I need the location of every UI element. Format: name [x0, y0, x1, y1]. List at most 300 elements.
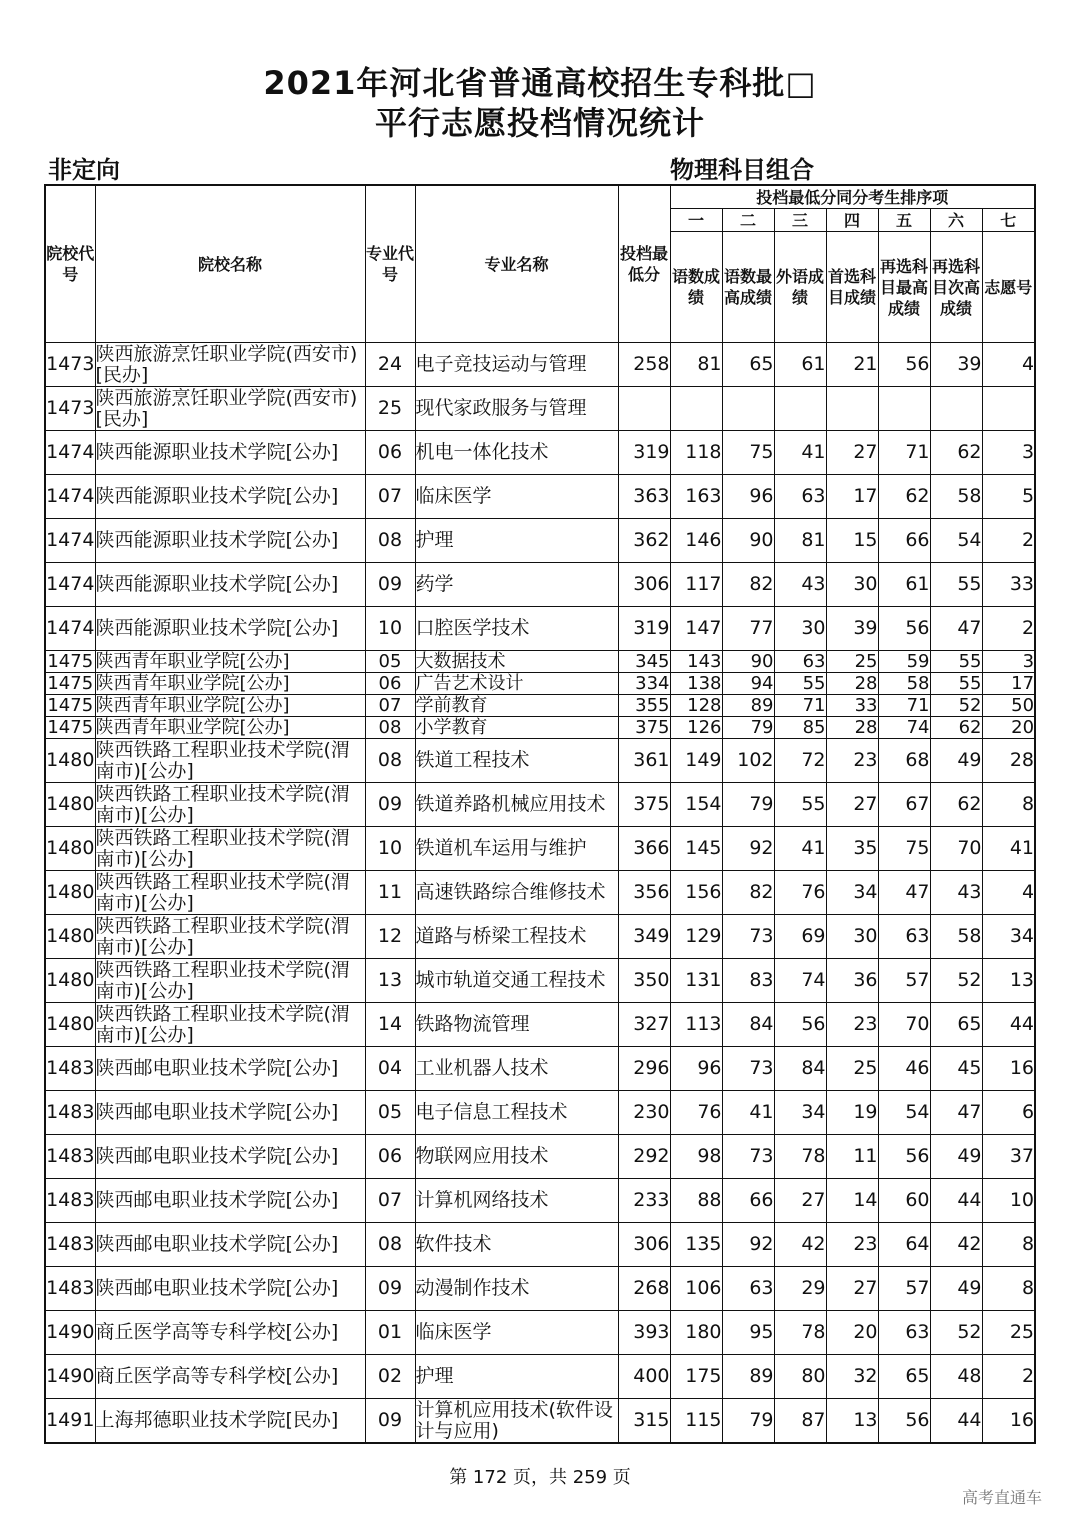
cell-foreign-language-score: 55 [774, 783, 826, 827]
cell-chinese-math-score: 129 [670, 915, 722, 959]
cell-school-name: 陕西能源职业技术学院[公办] [95, 563, 365, 607]
cell-reselect-second-score: 47 [930, 607, 982, 651]
cell-school-name: 陕西能源职业技术学院[公办] [95, 475, 365, 519]
cell-major-code: 07 [365, 695, 415, 717]
cell-chinese-math-max: 90 [722, 651, 774, 673]
cell-reselect-max-score: 74 [878, 717, 930, 739]
cell-chinese-math-score [670, 387, 722, 431]
cell-application-number: 37 [982, 1135, 1035, 1179]
cell-application-number: 8 [982, 1223, 1035, 1267]
cell-school-code: 1480 [45, 959, 95, 1003]
cell-major-name: 学前教育 [415, 695, 618, 717]
cell-reselect-second-score: 43 [930, 871, 982, 915]
cell-min-score: 375 [618, 783, 670, 827]
cell-reselect-second-score: 65 [930, 1003, 982, 1047]
cell-chinese-math-max: 79 [722, 717, 774, 739]
cell-min-score: 315 [618, 1399, 670, 1444]
header-rank-item: 再选科目最高成绩 [878, 232, 930, 343]
cell-school-name: 陕西铁路工程职业技术学院(渭南市)[公办] [95, 739, 365, 783]
cell-foreign-language-score [774, 387, 826, 431]
cell-foreign-language-score: 43 [774, 563, 826, 607]
cell-major-name: 广告艺术设计 [415, 673, 618, 695]
table-row [45, 563, 1035, 607]
cell-chinese-math-max: 75 [722, 431, 774, 475]
cell-school-name: 陕西旅游烹饪职业学院(西安市)[民办] [95, 387, 365, 431]
cell-foreign-language-score: 74 [774, 959, 826, 1003]
cell-reselect-second-score: 55 [930, 673, 982, 695]
cell-reselect-second-score: 55 [930, 651, 982, 673]
cell-min-score: 393 [618, 1311, 670, 1355]
table-row [45, 1047, 1035, 1091]
cell-min-score: 296 [618, 1047, 670, 1091]
cell-min-score: 334 [618, 673, 670, 695]
cell-school-name: 商丘医学高等专科学校[公办] [95, 1355, 365, 1399]
cell-application-number: 8 [982, 783, 1035, 827]
cell-reselect-max-score: 56 [878, 607, 930, 651]
cell-major-name: 口腔医学技术 [415, 607, 618, 651]
cell-chinese-math-score: 128 [670, 695, 722, 717]
cell-reselect-second-score: 62 [930, 783, 982, 827]
cell-reselect-max-score [878, 387, 930, 431]
cell-reselect-max-score: 58 [878, 673, 930, 695]
cell-first-subject-score: 17 [826, 475, 878, 519]
cell-school-name: 陕西能源职业技术学院[公办] [95, 607, 365, 651]
cell-chinese-math-max: 83 [722, 959, 774, 1003]
cell-reselect-max-score: 71 [878, 695, 930, 717]
table-row [45, 673, 1035, 695]
header-min-score: 投档最低分 [618, 185, 670, 343]
cell-school-name: 陕西能源职业技术学院[公办] [95, 431, 365, 475]
cell-chinese-math-score: 138 [670, 673, 722, 695]
cell-min-score: 400 [618, 1355, 670, 1399]
cell-school-name: 陕西铁路工程职业技术学院(渭南市)[公办] [95, 871, 365, 915]
cell-first-subject-score: 23 [826, 1003, 878, 1047]
cell-school-code: 1483 [45, 1223, 95, 1267]
cell-major-name: 工业机器人技术 [415, 1047, 618, 1091]
cell-major-name: 计算机应用技术(软件设计与应用) [415, 1399, 618, 1444]
cell-min-score [618, 387, 670, 431]
table-row [45, 1003, 1035, 1047]
cell-min-score: 319 [618, 431, 670, 475]
table-row [45, 717, 1035, 739]
cell-min-score: 327 [618, 1003, 670, 1047]
table-row [45, 475, 1035, 519]
cell-major-code: 06 [365, 673, 415, 695]
cell-chinese-math-max: 89 [722, 695, 774, 717]
cell-min-score: 258 [618, 343, 670, 387]
cell-application-number [982, 387, 1035, 431]
cell-first-subject-score: 28 [826, 673, 878, 695]
cell-foreign-language-score: 42 [774, 1223, 826, 1267]
cell-foreign-language-score: 78 [774, 1311, 826, 1355]
table-row [45, 607, 1035, 651]
cell-school-code: 1483 [45, 1135, 95, 1179]
cell-major-name: 物联网应用技术 [415, 1135, 618, 1179]
cell-school-code: 1480 [45, 871, 95, 915]
cell-first-subject-score: 27 [826, 431, 878, 475]
header-tie-break-group: 投档最低分同分考生排序项 [670, 185, 1035, 209]
table-row [45, 783, 1035, 827]
cell-min-score: 230 [618, 1091, 670, 1135]
cell-first-subject-score: 30 [826, 563, 878, 607]
cell-first-subject-score: 39 [826, 607, 878, 651]
cell-major-code: 08 [365, 739, 415, 783]
cell-foreign-language-score: 30 [774, 607, 826, 651]
cell-school-code: 1474 [45, 431, 95, 475]
cell-school-name: 陕西铁路工程职业技术学院(渭南市)[公办] [95, 1003, 365, 1047]
cell-foreign-language-score: 34 [774, 1091, 826, 1135]
cell-major-code: 11 [365, 871, 415, 915]
cell-major-code: 24 [365, 343, 415, 387]
cell-reselect-second-score: 54 [930, 519, 982, 563]
cell-min-score: 361 [618, 739, 670, 783]
cell-reselect-max-score: 57 [878, 959, 930, 1003]
header-major-name: 专业名称 [415, 185, 618, 343]
cell-min-score: 306 [618, 1223, 670, 1267]
cell-major-code: 05 [365, 1091, 415, 1135]
cell-major-code: 10 [365, 607, 415, 651]
cell-chinese-math-max: 66 [722, 1179, 774, 1223]
cell-first-subject-score: 25 [826, 651, 878, 673]
cell-reselect-second-score: 52 [930, 695, 982, 717]
cell-major-name: 计算机网络技术 [415, 1179, 618, 1223]
cell-foreign-language-score: 61 [774, 343, 826, 387]
cell-min-score: 349 [618, 915, 670, 959]
cell-school-name: 上海邦德职业技术学院[民办] [95, 1399, 365, 1444]
cell-reselect-max-score: 65 [878, 1355, 930, 1399]
cell-reselect-second-score: 58 [930, 475, 982, 519]
cell-chinese-math-score: 106 [670, 1267, 722, 1311]
cell-major-name: 小学教育 [415, 717, 618, 739]
admission-table [44, 184, 1036, 1444]
cell-major-name: 电子信息工程技术 [415, 1091, 618, 1135]
cell-major-name: 铁道机车运用与维护 [415, 827, 618, 871]
cell-school-code: 1475 [45, 651, 95, 673]
cell-school-code: 1480 [45, 827, 95, 871]
cell-chinese-math-max: 94 [722, 673, 774, 695]
cell-school-code: 1475 [45, 673, 95, 695]
cell-chinese-math-max: 41 [722, 1091, 774, 1135]
cell-reselect-max-score: 66 [878, 519, 930, 563]
cell-first-subject-score: 28 [826, 717, 878, 739]
table-row [45, 651, 1035, 673]
cell-reselect-max-score: 46 [878, 1047, 930, 1091]
cell-major-code: 05 [365, 651, 415, 673]
cell-application-number: 8 [982, 1267, 1035, 1311]
cell-chinese-math-max: 73 [722, 1047, 774, 1091]
table-row [45, 695, 1035, 717]
cell-school-code: 1475 [45, 695, 95, 717]
cell-school-name: 陕西邮电职业技术学院[公办] [95, 1223, 365, 1267]
cell-school-code: 1473 [45, 343, 95, 387]
cell-reselect-max-score: 63 [878, 1311, 930, 1355]
cell-school-code: 1474 [45, 519, 95, 563]
cell-reselect-max-score: 59 [878, 651, 930, 673]
cell-major-code: 09 [365, 563, 415, 607]
cell-school-code: 1474 [45, 563, 95, 607]
cell-school-code: 1474 [45, 475, 95, 519]
cell-reselect-second-score: 49 [930, 1267, 982, 1311]
cell-major-name: 药学 [415, 563, 618, 607]
cell-foreign-language-score: 56 [774, 1003, 826, 1047]
cell-chinese-math-max: 89 [722, 1355, 774, 1399]
table-row [45, 959, 1035, 1003]
cell-first-subject-score [826, 387, 878, 431]
cell-major-code: 04 [365, 1047, 415, 1091]
cell-major-name: 护理 [415, 1355, 618, 1399]
header-rank-number: 四 [826, 209, 878, 232]
header-rank-number: 二 [722, 209, 774, 232]
cell-min-score: 319 [618, 607, 670, 651]
cell-min-score: 362 [618, 519, 670, 563]
cell-reselect-max-score: 54 [878, 1091, 930, 1135]
cell-school-code: 1490 [45, 1311, 95, 1355]
cell-school-code: 1490 [45, 1355, 95, 1399]
cell-major-code: 02 [365, 1355, 415, 1399]
cell-application-number: 17 [982, 673, 1035, 695]
cell-major-name: 护理 [415, 519, 618, 563]
cell-first-subject-score: 19 [826, 1091, 878, 1135]
cell-chinese-math-score: 135 [670, 1223, 722, 1267]
table-row [45, 1399, 1035, 1444]
cell-school-code: 1483 [45, 1179, 95, 1223]
cell-chinese-math-max: 92 [722, 1223, 774, 1267]
table-row [45, 915, 1035, 959]
cell-school-name: 陕西青年职业学院[公办] [95, 695, 365, 717]
cell-foreign-language-score: 76 [774, 871, 826, 915]
cell-application-number: 6 [982, 1091, 1035, 1135]
cell-first-subject-score: 13 [826, 1399, 878, 1444]
cell-first-subject-score: 15 [826, 519, 878, 563]
table-row [45, 387, 1035, 431]
cell-application-number: 13 [982, 959, 1035, 1003]
cell-major-code: 14 [365, 1003, 415, 1047]
cell-first-subject-score: 21 [826, 343, 878, 387]
cell-reselect-second-score: 49 [930, 1135, 982, 1179]
cell-major-code: 13 [365, 959, 415, 1003]
cell-major-code: 06 [365, 1135, 415, 1179]
cell-major-code: 08 [365, 519, 415, 563]
cell-chinese-math-max: 95 [722, 1311, 774, 1355]
cell-major-name: 动漫制作技术 [415, 1267, 618, 1311]
cell-foreign-language-score: 63 [774, 651, 826, 673]
cell-major-code: 09 [365, 1267, 415, 1311]
cell-foreign-language-score: 27 [774, 1179, 826, 1223]
header-major-code: 专业代号 [365, 185, 415, 343]
cell-application-number: 20 [982, 717, 1035, 739]
cell-chinese-math-score: 76 [670, 1091, 722, 1135]
cell-reselect-second-score: 70 [930, 827, 982, 871]
cell-application-number: 4 [982, 871, 1035, 915]
header-rank-item: 语数成绩 [670, 232, 722, 343]
cell-application-number: 4 [982, 343, 1035, 387]
cell-reselect-second-score: 44 [930, 1399, 982, 1444]
cell-chinese-math-max: 92 [722, 827, 774, 871]
table-row [45, 871, 1035, 915]
cell-reselect-max-score: 71 [878, 431, 930, 475]
cell-application-number: 41 [982, 827, 1035, 871]
watermark: 高考直通车 [962, 1488, 1043, 1507]
cell-first-subject-score: 25 [826, 1047, 878, 1091]
cell-min-score: 363 [618, 475, 670, 519]
cell-reselect-max-score: 75 [878, 827, 930, 871]
page-footer: 第 172 页，共 259 页 [449, 1467, 631, 1488]
table-row [45, 1311, 1035, 1355]
cell-reselect-second-score: 47 [930, 1091, 982, 1135]
cell-foreign-language-score: 29 [774, 1267, 826, 1311]
cell-chinese-math-score: 154 [670, 783, 722, 827]
cell-chinese-math-max: 102 [722, 739, 774, 783]
cell-min-score: 355 [618, 695, 670, 717]
cell-first-subject-score: 36 [826, 959, 878, 1003]
cell-foreign-language-score: 72 [774, 739, 826, 783]
cell-first-subject-score: 23 [826, 1223, 878, 1267]
cell-chinese-math-score: 96 [670, 1047, 722, 1091]
cell-school-name: 陕西铁路工程职业技术学院(渭南市)[公办] [95, 959, 365, 1003]
header-rank-number: 六 [930, 209, 982, 232]
cell-reselect-max-score: 56 [878, 1135, 930, 1179]
cell-major-code: 09 [365, 1399, 415, 1444]
cell-chinese-math-score: 145 [670, 827, 722, 871]
cell-chinese-math-score: 117 [670, 563, 722, 607]
cell-chinese-math-score: 115 [670, 1399, 722, 1444]
cell-school-name: 陕西邮电职业技术学院[公办] [95, 1179, 365, 1223]
cell-school-name: 陕西邮电职业技术学院[公办] [95, 1047, 365, 1091]
cell-major-code: 07 [365, 475, 415, 519]
cell-min-score: 366 [618, 827, 670, 871]
cell-chinese-math-max: 73 [722, 915, 774, 959]
cell-chinese-math-max: 84 [722, 1003, 774, 1047]
cell-chinese-math-score: 146 [670, 519, 722, 563]
table-row [45, 1135, 1035, 1179]
cell-first-subject-score: 11 [826, 1135, 878, 1179]
cell-reselect-max-score: 47 [878, 871, 930, 915]
cell-foreign-language-score: 41 [774, 827, 826, 871]
cell-chinese-math-score: 175 [670, 1355, 722, 1399]
cell-school-name: 陕西铁路工程职业技术学院(渭南市)[公办] [95, 783, 365, 827]
cell-application-number: 50 [982, 695, 1035, 717]
cell-foreign-language-score: 87 [774, 1399, 826, 1444]
cell-reselect-second-score: 62 [930, 717, 982, 739]
cell-first-subject-score: 20 [826, 1311, 878, 1355]
cell-school-code: 1480 [45, 739, 95, 783]
page-title-line-1: 2021年河北省普通高校招生专科批□ [263, 64, 817, 102]
cell-first-subject-score: 27 [826, 1267, 878, 1311]
cell-chinese-math-score: 163 [670, 475, 722, 519]
cell-major-code: 08 [365, 1223, 415, 1267]
cell-chinese-math-max [722, 387, 774, 431]
cell-reselect-second-score: 42 [930, 1223, 982, 1267]
cell-major-name: 铁道工程技术 [415, 739, 618, 783]
cell-school-name: 陕西青年职业学院[公办] [95, 651, 365, 673]
cell-chinese-math-score: 126 [670, 717, 722, 739]
cell-chinese-math-max: 79 [722, 783, 774, 827]
cell-reselect-second-score: 58 [930, 915, 982, 959]
cell-reselect-max-score: 56 [878, 343, 930, 387]
subtitle-subject-combo: 物理科目组合 [670, 156, 814, 184]
cell-reselect-max-score: 70 [878, 1003, 930, 1047]
cell-chinese-math-max: 73 [722, 1135, 774, 1179]
cell-major-name: 现代家政服务与管理 [415, 387, 618, 431]
header-rank-number: 三 [774, 209, 826, 232]
cell-application-number: 3 [982, 651, 1035, 673]
cell-foreign-language-score: 85 [774, 717, 826, 739]
table-row [45, 827, 1035, 871]
cell-school-code: 1491 [45, 1399, 95, 1444]
cell-reselect-second-score: 48 [930, 1355, 982, 1399]
cell-chinese-math-max: 79 [722, 1399, 774, 1444]
cell-major-name: 机电一体化技术 [415, 431, 618, 475]
header-rank-number: 七 [982, 209, 1035, 232]
cell-foreign-language-score: 55 [774, 673, 826, 695]
cell-major-code: 10 [365, 827, 415, 871]
table-row [45, 431, 1035, 475]
page-title-line-2: 平行志愿投档情况统计 [374, 104, 705, 142]
cell-major-code: 08 [365, 717, 415, 739]
cell-major-code: 06 [365, 431, 415, 475]
cell-first-subject-score: 27 [826, 783, 878, 827]
cell-reselect-max-score: 61 [878, 563, 930, 607]
cell-reselect-max-score: 63 [878, 915, 930, 959]
cell-reselect-max-score: 60 [878, 1179, 930, 1223]
cell-school-code: 1483 [45, 1267, 95, 1311]
cell-first-subject-score: 33 [826, 695, 878, 717]
cell-first-subject-score: 23 [826, 739, 878, 783]
cell-school-code: 1480 [45, 783, 95, 827]
cell-major-code: 12 [365, 915, 415, 959]
header-rank-item: 志愿号 [982, 232, 1035, 343]
cell-reselect-max-score: 62 [878, 475, 930, 519]
cell-major-name: 电子竞技运动与管理 [415, 343, 618, 387]
cell-application-number: 25 [982, 1311, 1035, 1355]
cell-chinese-math-max: 65 [722, 343, 774, 387]
cell-major-code: 01 [365, 1311, 415, 1355]
cell-chinese-math-max: 82 [722, 563, 774, 607]
cell-foreign-language-score: 71 [774, 695, 826, 717]
cell-school-name: 陕西青年职业学院[公办] [95, 673, 365, 695]
header-school-code: 院校代号 [45, 185, 95, 343]
cell-chinese-math-score: 147 [670, 607, 722, 651]
cell-foreign-language-score: 41 [774, 431, 826, 475]
cell-first-subject-score: 30 [826, 915, 878, 959]
cell-chinese-math-score: 88 [670, 1179, 722, 1223]
cell-application-number: 33 [982, 563, 1035, 607]
cell-school-code: 1474 [45, 607, 95, 651]
cell-major-name: 临床医学 [415, 1311, 618, 1355]
cell-application-number: 28 [982, 739, 1035, 783]
cell-school-name: 陕西铁路工程职业技术学院(渭南市)[公办] [95, 915, 365, 959]
cell-school-name: 陕西邮电职业技术学院[公办] [95, 1091, 365, 1135]
header-rank-number: 五 [878, 209, 930, 232]
cell-application-number: 5 [982, 475, 1035, 519]
cell-major-name: 大数据技术 [415, 651, 618, 673]
cell-reselect-second-score: 52 [930, 959, 982, 1003]
cell-min-score: 375 [618, 717, 670, 739]
table-row [45, 343, 1035, 387]
cell-school-code: 1475 [45, 717, 95, 739]
cell-reselect-max-score: 67 [878, 783, 930, 827]
cell-min-score: 292 [618, 1135, 670, 1179]
cell-chinese-math-score: 180 [670, 1311, 722, 1355]
cell-major-name: 高速铁路综合维修技术 [415, 871, 618, 915]
cell-chinese-math-score: 98 [670, 1135, 722, 1179]
cell-major-name: 临床医学 [415, 475, 618, 519]
cell-major-code: 25 [365, 387, 415, 431]
cell-school-code: 1480 [45, 915, 95, 959]
cell-application-number: 2 [982, 607, 1035, 651]
cell-min-score: 306 [618, 563, 670, 607]
header-rank-item: 再选科目次高成绩 [930, 232, 982, 343]
